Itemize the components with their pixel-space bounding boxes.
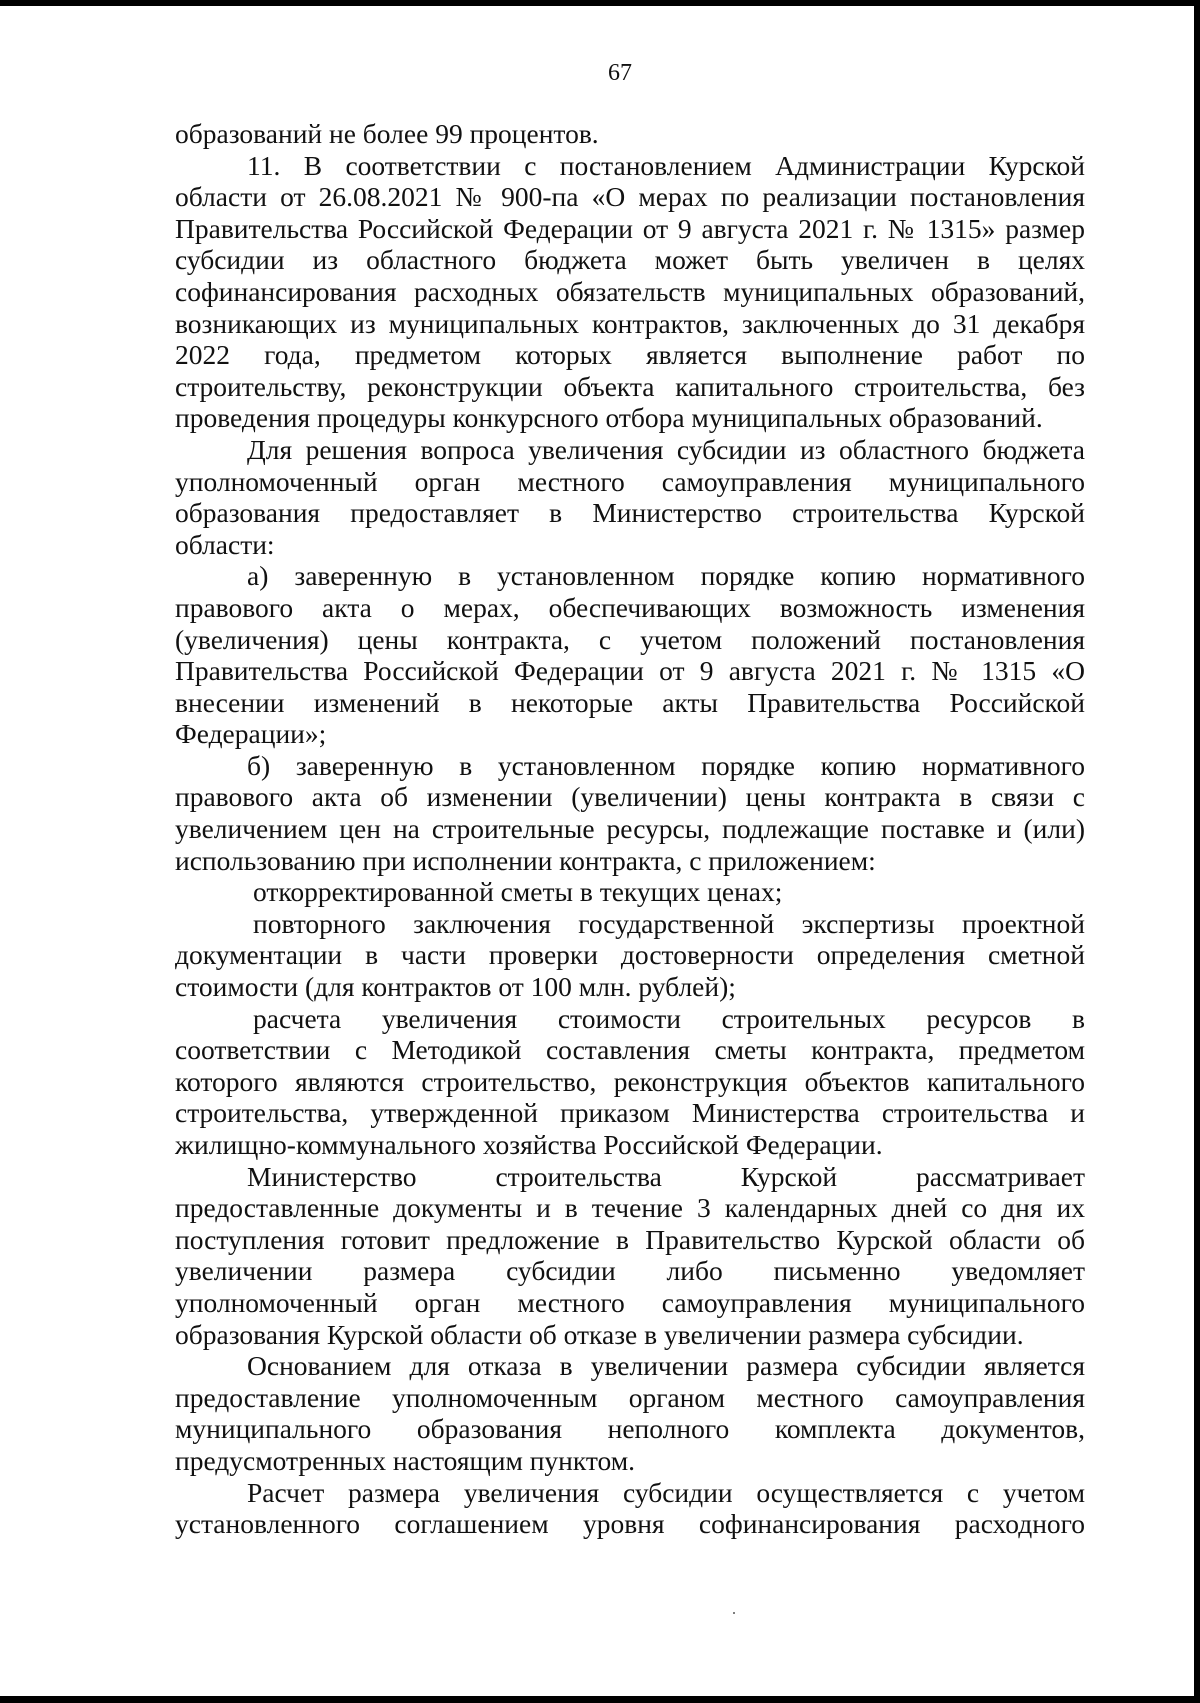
text-line: использованию при исполнении контракта, с приложением: xyxy=(175,844,876,876)
paragraph-request-procedure xyxy=(175,434,1085,560)
paragraph-item-a xyxy=(175,560,1085,750)
document-body xyxy=(175,118,1085,1540)
scan-speck xyxy=(733,1612,735,1614)
text-line: субсидии из областного бюджета может быть увеличен в целях xyxy=(175,244,1085,276)
text-line: строительству, реконструкции объекта капитального строительства, без xyxy=(175,370,1085,402)
text-line: Федерации»; xyxy=(175,718,327,750)
text-line: соответствии с Методикой составления сметы контракта, предметом xyxy=(175,1034,1085,1066)
text-line: предоставление уполномоченным органом местного самоуправления xyxy=(175,1381,1085,1413)
paragraph-expertise xyxy=(175,908,1085,1003)
scan-edge-bottom xyxy=(0,1696,1200,1703)
text-line: установленного соглашением уровня софинансирования расходного xyxy=(175,1508,1085,1540)
text-line: расчета увеличения стоимости строительных ресурсов в xyxy=(253,1002,1085,1034)
text-line: стоимости (для контрактов от 100 млн. рублей); xyxy=(175,971,736,1003)
text-line: возникающих из муниципальных контрактов, заключенных до 31 декабря xyxy=(175,307,1085,339)
text-line: 2022 года, предметом которых является выполнение работ по xyxy=(175,339,1085,371)
paragraph-calculation xyxy=(175,1003,1085,1161)
paragraph-continuation xyxy=(175,118,1085,150)
text-line: Для решения вопроса увеличения субсидии из областного бюджета xyxy=(247,433,1085,465)
text-line: предусмотренных настоящим пунктом. xyxy=(175,1444,636,1476)
text-line: области: xyxy=(175,528,275,560)
paragraph-refusal-grounds xyxy=(175,1350,1085,1476)
text-line: 11. В соответствии с постановлением Администрации Курской xyxy=(247,149,1085,181)
text-line: увеличением цен на строительные ресурсы, подлежащие поставке и (или) xyxy=(175,813,1085,845)
text-line: Основанием для отказа в увеличении размера субсидии является xyxy=(247,1350,1085,1382)
text-line: области от 26.08.2021 № 900-па «О мерах по реализации постановления xyxy=(175,181,1085,213)
scan-edge-top xyxy=(0,0,1200,6)
text-line: Расчет размера увеличения субсидии осуществляется с учетом xyxy=(247,1476,1085,1508)
text-line: правового акта о мерах, обеспечивающих возможность изменения xyxy=(175,591,1085,623)
text-line: муниципального образования неполного комплекта документов, xyxy=(175,1413,1085,1445)
paragraph-calculation-basis xyxy=(175,1477,1085,1540)
text-line: (увеличения) цены контракта, с учетом положений постановления xyxy=(175,623,1085,655)
text-line: уполномоченный орган местного самоуправления муниципального xyxy=(175,465,1085,497)
text-line: а) заверенную в установленном порядке копию нормативного xyxy=(247,560,1085,592)
text-line: Правительства Российской Федерации от 9 августа 2021 г. № 1315» размер xyxy=(175,212,1085,244)
text-line: правового акта об изменении (увеличении) цены контракта в связи с xyxy=(175,781,1085,813)
text-line: образования Курской области об отказе в увеличении размера субсидии. xyxy=(175,1318,1024,1350)
page-number: 67 xyxy=(608,60,632,86)
text-line: уполномоченный орган местного самоуправления муниципального xyxy=(175,1286,1085,1318)
text-line: увеличении размера субсидии либо письменно уведомляет xyxy=(175,1255,1085,1287)
text-line: откорректированной сметы в текущих ценах; xyxy=(253,876,783,908)
text-line: предоставленные документы и в течение 3 календарных дней со дня их xyxy=(175,1192,1085,1224)
text-line: строительства, утвержденной приказом Министерства строительства и xyxy=(175,1097,1085,1129)
text-line: которого являются строительство, реконструкция объектов капитального xyxy=(175,1065,1085,1097)
text-line: документации в части проверки достоверности определения сметной xyxy=(175,939,1085,971)
text-line: софинансирования расходных обязательств муниципальных образований, xyxy=(175,275,1085,307)
paragraph-clause-11 xyxy=(175,150,1085,434)
text-line: повторного заключения государственной экспертизы проектной xyxy=(253,907,1085,939)
paragraph-item-b xyxy=(175,750,1085,876)
paragraph-ministry-review xyxy=(175,1161,1085,1351)
text-line: жилищно-коммунального хозяйства Российской Федерации. xyxy=(175,1129,883,1160)
text-line: поступления готовит предложение в Правительство Курской области об xyxy=(175,1223,1085,1255)
text-line: образований не более 99 процентов. xyxy=(175,118,599,149)
text-line: б) заверенную в установленном порядке копию нормативного xyxy=(247,749,1085,781)
text-line: проведения процедуры конкурсного отбора муниципальных образований. xyxy=(175,402,1043,434)
paragraph-estimate xyxy=(175,876,1085,908)
text-line: внесении изменений в некоторые акты Правительства Российской xyxy=(175,686,1085,718)
text-line: Правительства Российской Федерации от 9 августа 2021 г. № 1315 «О xyxy=(175,655,1085,687)
scan-edge-right xyxy=(1194,0,1200,1703)
text-line: Министерство строительства Курской рассматривает xyxy=(247,1160,1085,1192)
text-line: образования предоставляет в Министерство строительства Курской xyxy=(175,497,1085,529)
